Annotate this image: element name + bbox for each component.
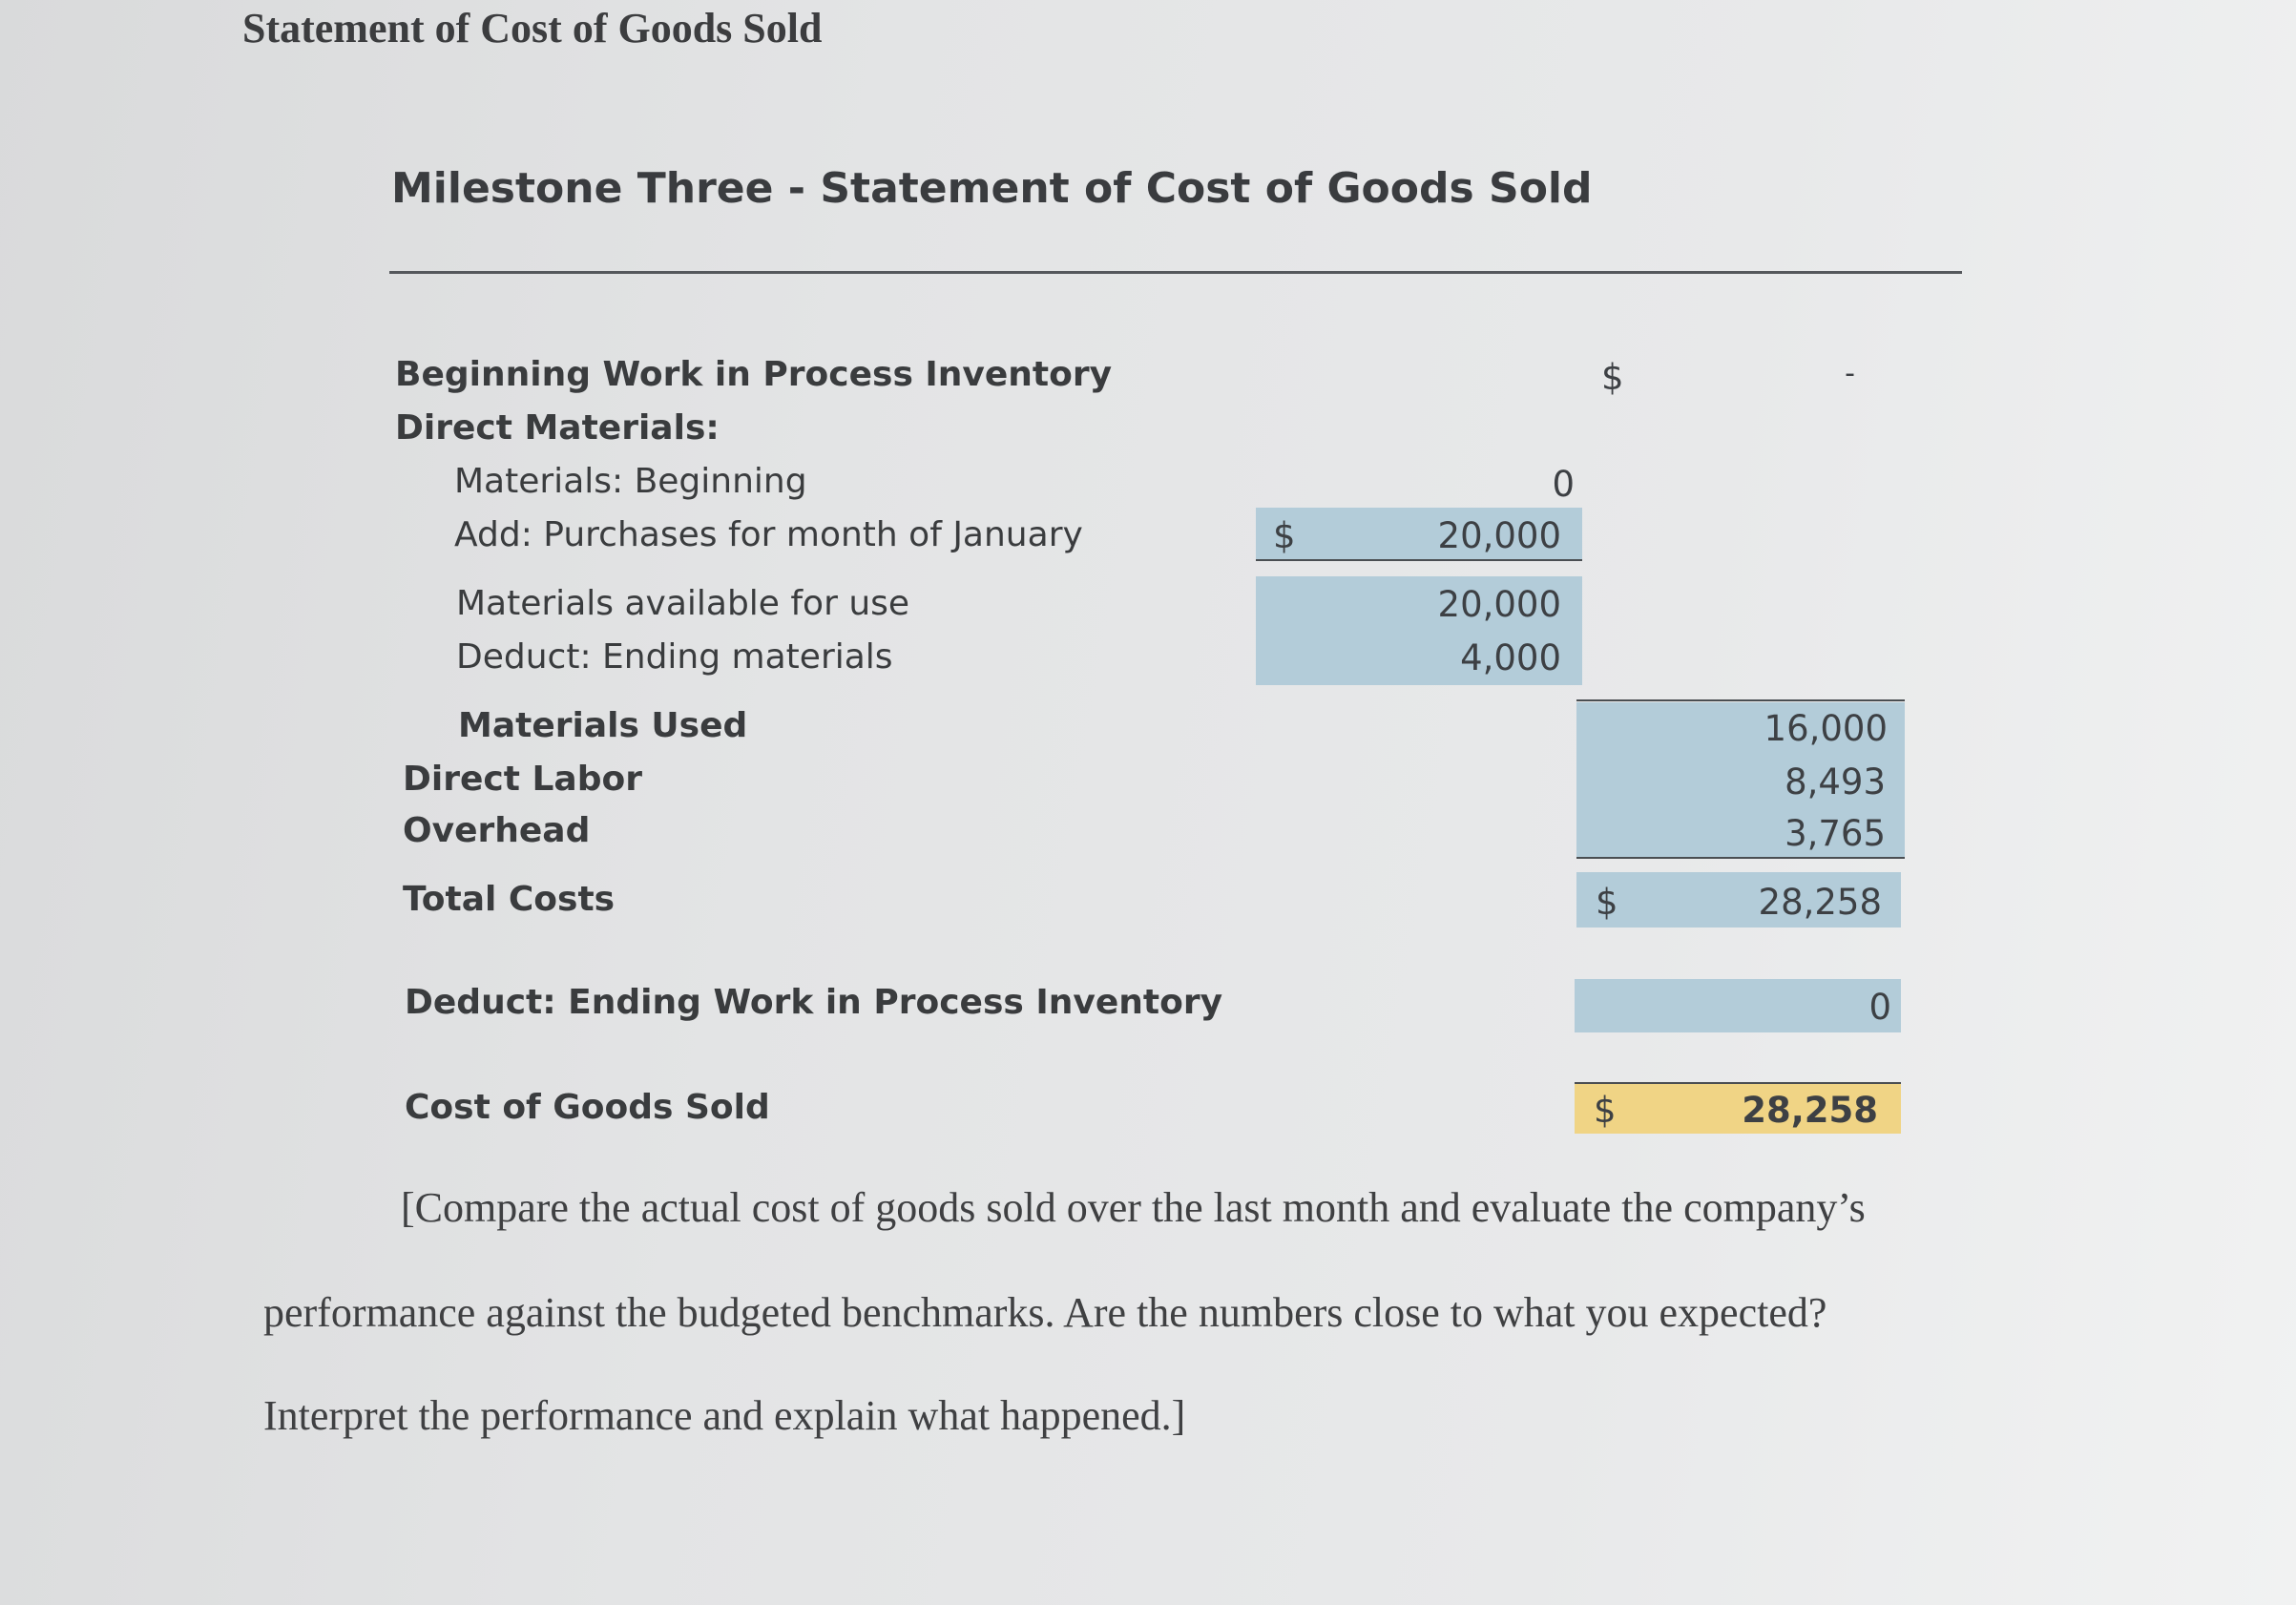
- cogs-label: Cost of Goods Sold: [405, 1088, 770, 1127]
- direct-labor-value: 8,493: [1785, 761, 1886, 802]
- purchases-label: Add: Purchases for month of January: [454, 515, 1083, 554]
- materials-used-label: Materials Used: [458, 706, 748, 745]
- beginning-wip-label: Beginning Work in Process Inventory: [395, 355, 1113, 394]
- materials-available-label: Materials available for use: [456, 584, 910, 623]
- overhead-value: 3,765: [1785, 813, 1886, 854]
- purchases-currency: $: [1273, 515, 1296, 556]
- prompt-line-3: Interpret the performance and explain what happened.]: [263, 1392, 1186, 1439]
- prompt-line-1: [Compare the actual cost of goods sold over the last month and evaluate the company’s: [401, 1184, 1866, 1231]
- materials-used-value: 16,000: [1764, 708, 1888, 749]
- overhead-label: Overhead: [403, 811, 591, 850]
- direct-materials-label: Direct Materials:: [395, 408, 720, 448]
- prompt-line-2: performance against the budgeted benchmarks. Are the numbers close to what you expected?: [263, 1289, 1827, 1336]
- sheet-title: Milestone Three - Statement of Cost of Goods Sold: [391, 164, 1593, 213]
- costs-underline: [1576, 857, 1905, 859]
- total-costs-currency: $: [1596, 882, 1618, 923]
- purchases-underline: [1256, 559, 1582, 561]
- materials-available-value: 20,000: [1437, 584, 1561, 625]
- ending-materials-label: Deduct: Ending materials: [456, 637, 893, 677]
- purchases-value: 20,000: [1437, 515, 1561, 556]
- ending-wip-value: 0: [1868, 987, 1891, 1028]
- materials-used-topline: [1576, 699, 1905, 701]
- materials-beginning-value: 0: [1552, 464, 1575, 505]
- title-underline: [389, 271, 1962, 274]
- total-costs-value: 28,258: [1758, 882, 1882, 923]
- materials-beginning-label: Materials: Beginning: [454, 462, 807, 501]
- total-costs-label: Total Costs: [403, 880, 616, 919]
- beginning-wip-currency: $: [1601, 357, 1624, 398]
- direct-labor-label: Direct Labor: [403, 760, 642, 799]
- cogs-value: 28,258: [1742, 1090, 1878, 1131]
- document-heading: Statement of Cost of Goods Sold: [242, 5, 823, 52]
- ending-materials-value: 4,000: [1460, 637, 1561, 678]
- beginning-wip-value: -: [1845, 357, 1855, 390]
- cogs-currency: $: [1594, 1090, 1617, 1131]
- ending-wip-label: Deduct: Ending Work in Process Inventory: [405, 983, 1223, 1022]
